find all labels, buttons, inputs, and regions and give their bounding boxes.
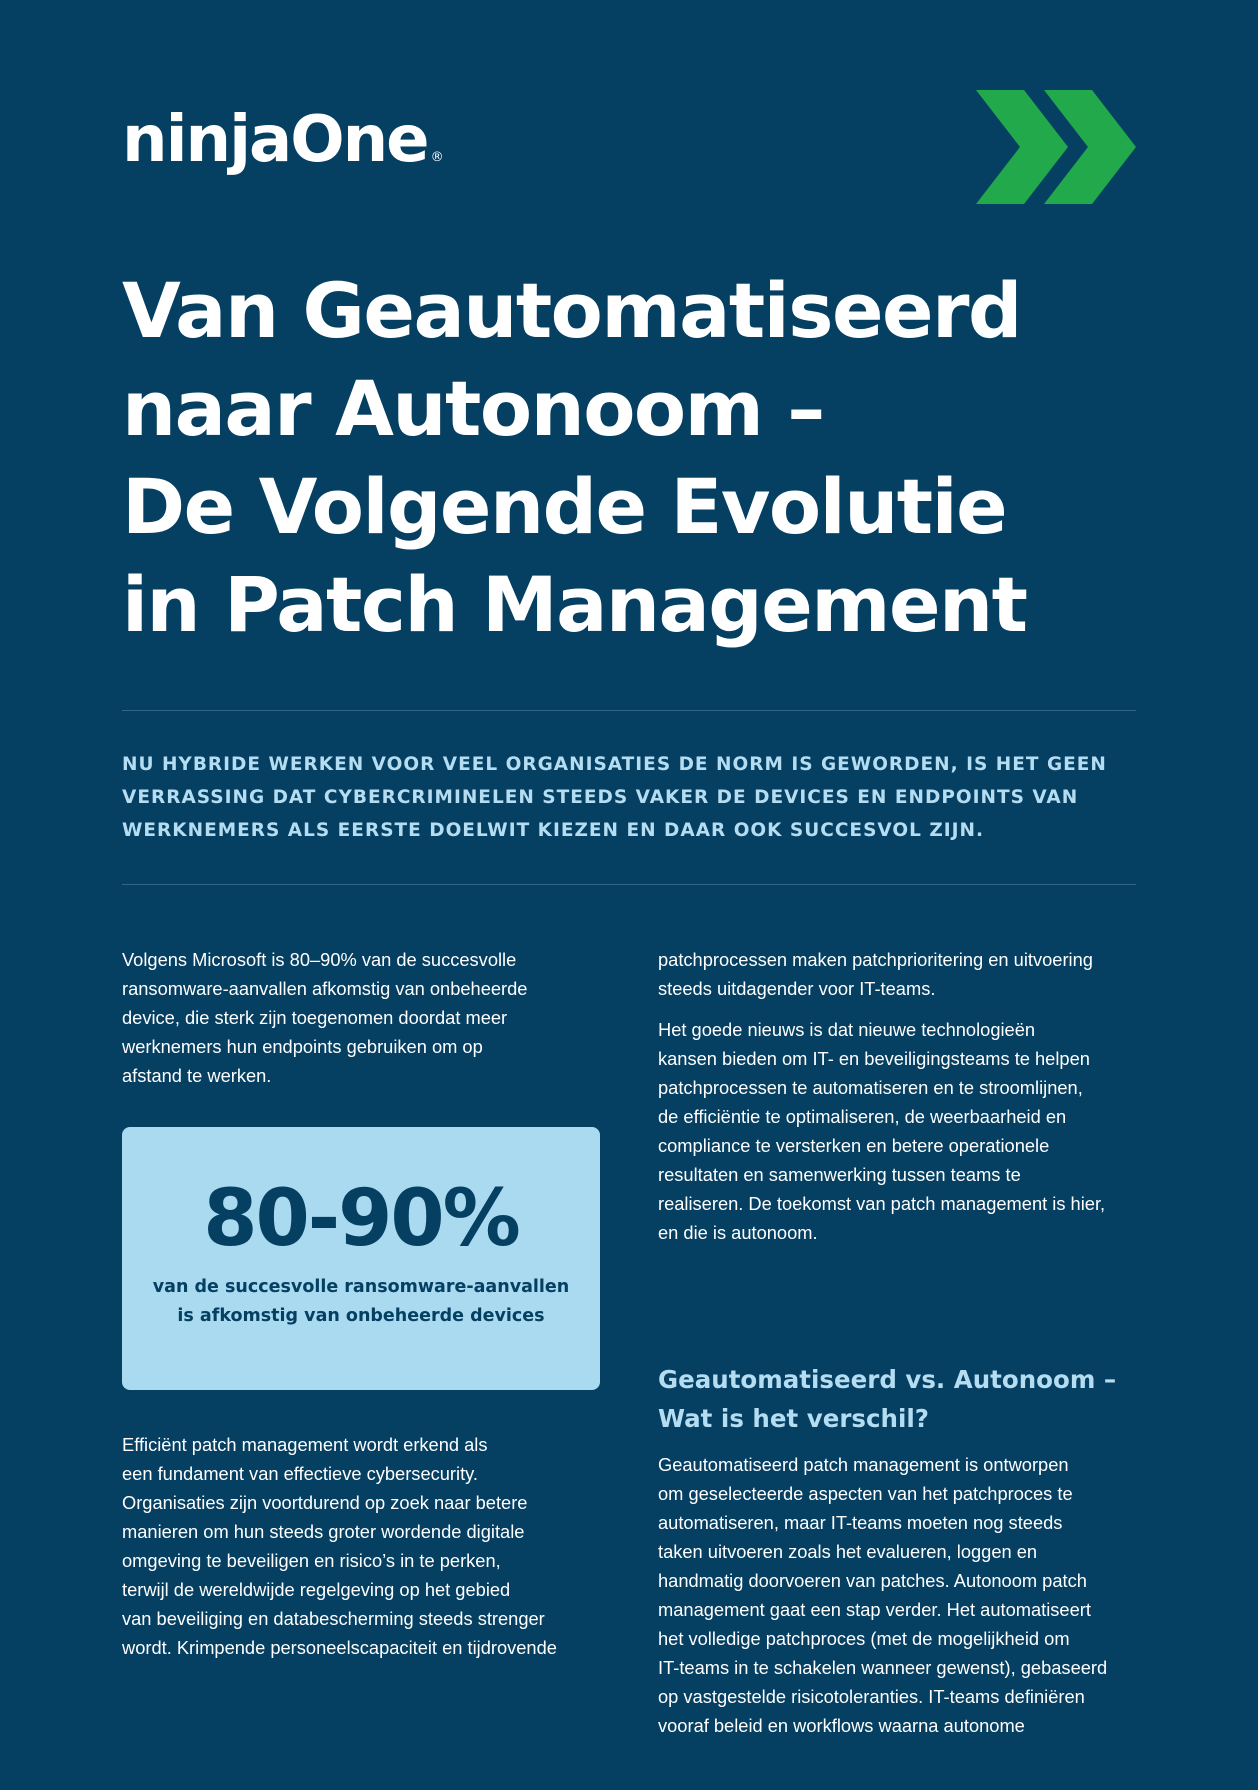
divider-top: [122, 710, 1136, 711]
text-line: van beveiliging en databescherming steeds strenger: [122, 1608, 545, 1629]
divider-bottom: [122, 884, 1136, 885]
left-column-bottom: [122, 1430, 632, 1662]
text-line: kansen bieden om IT- en beveiligingsteams te helpen: [658, 1048, 1090, 1069]
text-line: Geautomatiseerd patch management is ontworpen: [658, 1454, 1069, 1475]
stat-callout: [122, 1127, 600, 1390]
text-line: en die is autonoom.: [658, 1222, 818, 1243]
text-line: omgeving te beveiligen en risico’s in te perken,: [122, 1550, 501, 1571]
heading-line: Wat is het verschil?: [658, 1404, 929, 1433]
text-line: de efficiëntie te optimaliseren, de weerbaarheid en: [658, 1106, 1067, 1127]
difference-paragraph: [658, 1450, 1168, 1740]
page-title: [122, 262, 1162, 654]
text-line: compliance te versterken en betere operationele: [658, 1135, 1050, 1156]
good-news-paragraph: [658, 1015, 1168, 1247]
intro-paragraph: [122, 748, 1152, 847]
text-line: terwijl de wereldwijde regelgeving op het gebied: [122, 1579, 511, 1600]
right-column-bottom: [658, 1360, 1168, 1740]
text-line: IT-teams in te schakelen wanneer gewenst), gebaseerd: [658, 1657, 1108, 1678]
text-line: vooraf beleid en workflows waarna autonome: [658, 1715, 1025, 1736]
text-line: automatiseren, maar IT-teams moeten nog steeds: [658, 1512, 1063, 1533]
text-line: patchprocessen te automatiseren en te stroomlijnen,: [658, 1077, 1083, 1098]
title-line: Van Geautomatiseerd: [122, 266, 1021, 355]
text-line: werknemers hun endpoints gebruiken om op: [122, 1036, 483, 1057]
text-line: device, die sterk zijn toegenomen doordat meer: [122, 1007, 508, 1028]
chevron-left-shape: [976, 90, 1068, 204]
text-line: resultaten en samenwerking tussen teams te: [658, 1164, 1021, 1185]
double-chevron-right-icon: [976, 90, 1136, 204]
intro-line: WERKNEMERS ALS EERSTE DOELWIT KIEZEN EN DAAR OOK SUCCESVOL ZIJN.: [122, 820, 985, 841]
title-line: naar Autonoom –: [122, 364, 824, 453]
left-column-top: [122, 945, 632, 1090]
stat-caption-line: is afkomstig van onbeheerde devices: [177, 1306, 545, 1326]
stat-value: 80-90%: [203, 1174, 519, 1264]
text-line: Het goede nieuws is dat nieuwe technologieën: [658, 1019, 1036, 1040]
text-line: het volledige patchproces (met de mogelijkheid om: [658, 1628, 1070, 1649]
text-line: steeds uitdagender voor IT-teams.: [658, 978, 936, 999]
section-heading: [658, 1360, 1168, 1438]
text-line: Efficiënt patch management wordt erkend als: [122, 1434, 488, 1455]
intro-line: VERRASSING DAT CYBERCRIMINELEN STEEDS VAKER DE DEVICES EN ENDPOINTS VAN: [122, 787, 1079, 808]
text-line: Organisaties zijn voortdurend op zoek naar betere: [122, 1492, 528, 1513]
continuation-paragraph: [658, 945, 1168, 1003]
intro-line: NU HYBRIDE WERKEN VOOR VEEL ORGANISATIES DE NORM IS GEWORDEN, IS HET GEEN: [122, 754, 1107, 775]
right-column-top: [658, 945, 1168, 1247]
text-line: realiseren. De toekomst van patch management is hier,: [658, 1193, 1106, 1214]
patch-management-paragraph: [122, 1430, 632, 1662]
text-line: wordt. Krimpende personeelscapaciteit en tijdrovende: [122, 1637, 557, 1658]
text-line: op vastgestelde risicotoleranties. IT-teams definiëren: [658, 1686, 1085, 1707]
text-line: manieren om hun steeds groter wordende digitale: [122, 1521, 525, 1542]
stat-caption-line: van de succesvolle ransomware-aanvallen: [152, 1277, 570, 1297]
title-line: De Volgende Evolutie: [122, 462, 1007, 551]
text-line: management gaat een stap verder. Het automatiseert: [658, 1599, 1091, 1620]
text-line: ransomware-aanvallen afkomstig van onbeheerde: [122, 978, 528, 999]
text-line: Volgens Microsoft is 80–90% van de succesvolle: [122, 949, 517, 970]
text-line: patchprocessen maken patchprioritering en uitvoering: [658, 949, 1093, 970]
heading-line: Geautomatiseerd vs. Autonoom –: [658, 1365, 1117, 1394]
text-line: om geselecteerde aspecten van het patchproces te: [658, 1483, 1073, 1504]
logo-text: ninjaOne: [122, 103, 428, 177]
microsoft-paragraph: [122, 945, 632, 1090]
text-line: taken uitvoeren zoals het evalueren, loggen en: [658, 1541, 1038, 1562]
ninjaone-logo: [122, 103, 444, 177]
text-line: een fundament van effectieve cybersecurity.: [122, 1463, 479, 1484]
registered-mark: ®: [430, 150, 444, 165]
text-line: afstand te werken.: [122, 1065, 272, 1086]
text-line: handmatig doorvoeren van patches. Autonoom patch: [658, 1570, 1087, 1591]
stat-caption: [122, 1273, 600, 1331]
title-line: in Patch Management: [122, 560, 1027, 649]
